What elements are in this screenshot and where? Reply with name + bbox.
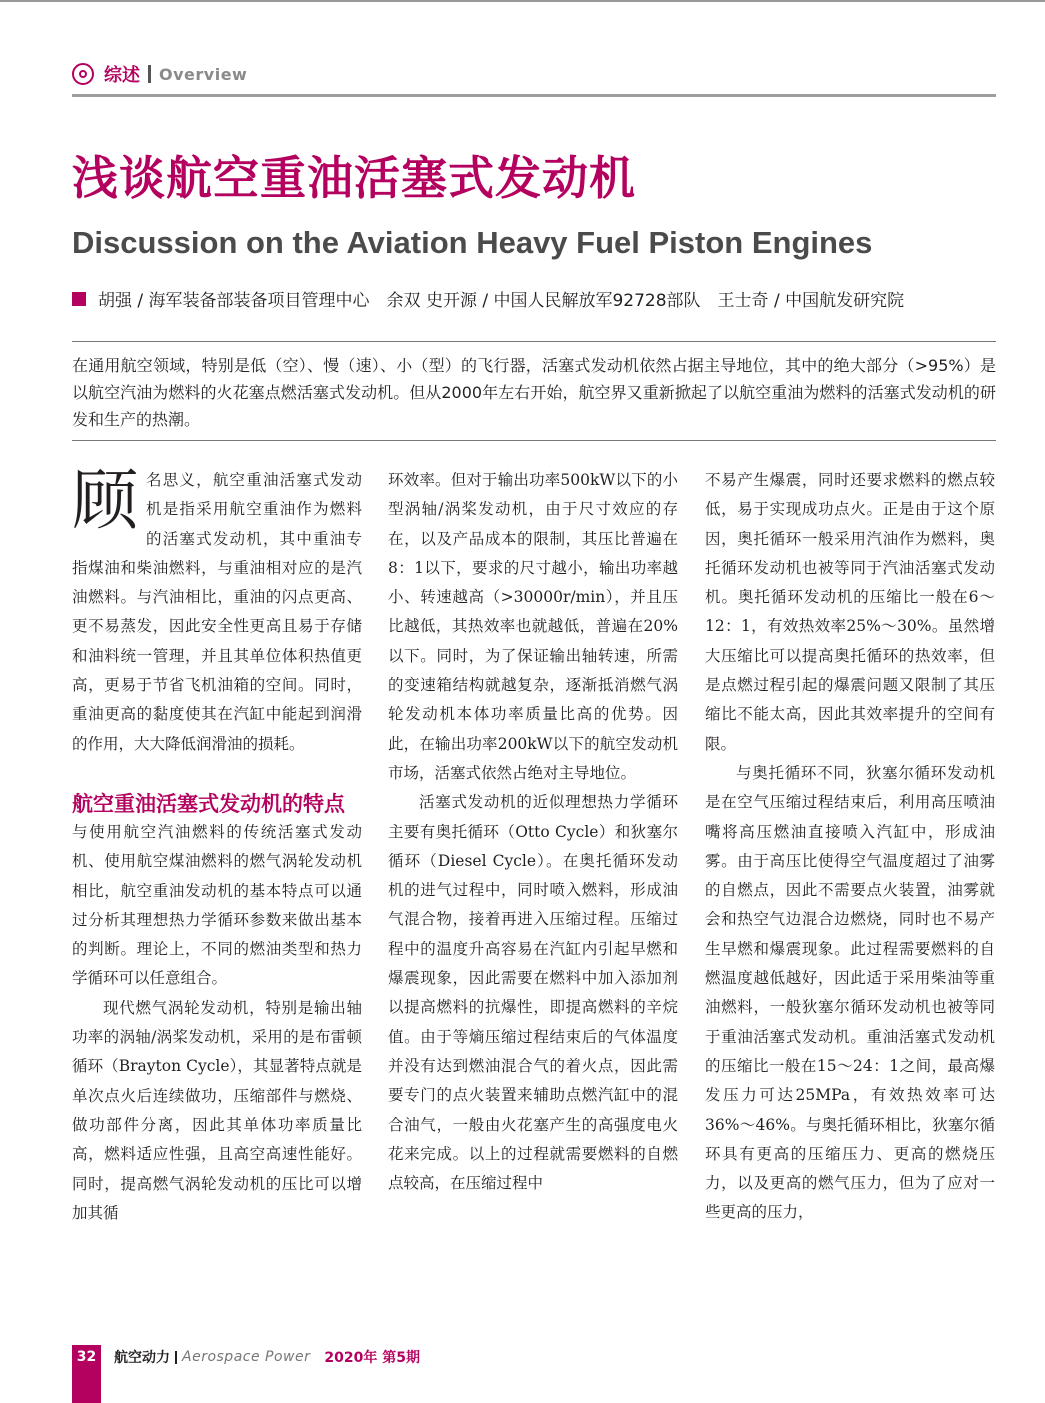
author-list: 胡强 / 海军装备部装备项目管理中心 余双 史开源 / 中国人民解放军92728部队 王士奇 / 中国航发研究院 (98, 291, 905, 311)
section-header (72, 60, 247, 88)
page-number: 32 (76, 1349, 97, 1365)
article-title-cn: 浅谈航空重油活塞式发动机 (72, 151, 636, 205)
article-title-en: Discussion on the Aviation Heavy Fuel Piston Engines (72, 225, 873, 260)
header-rule (72, 94, 996, 97)
footer-divider (175, 1351, 177, 1364)
paragraph-text: 名思义，航空重油活塞式发动机是指采用航空重油作为燃料的活塞式发动机，其中重油专指煤油和柴油燃料，与重油相对应的是汽油燃料。与汽油相比，重油的闪点更高、更不易蒸发，因此安全性更高且易于存储和油料统一管理，并且其单位体积热值更高，更易于节省飞机油箱的空间。同时，重油更高的黏度使其在汽缸中能起到润滑的作用，大大降低润滑油的损耗。 (72, 471, 362, 753)
paragraph: 活塞式发动机的近似理想热力学循环主要有奥托循环（Otto Cycle）和狄塞尔循环（Diesel Cycle）。在奥托循环发动机的进气过程中，同时喷入燃料，形成油气混合物，接着再进入压缩过程。压缩过程中的温度升高容易在汽缸内引起早燃和爆震现象，因此需要在燃料中加入添加剂以提高燃料的抗爆性，即提高燃料的辛烷值。由于等熵压缩过程结束后的气体温度并没有达到燃油混合气的着火点，因此需要专门的点火装置来辅助点燃汽缸中的混合油气，一般由火花塞产生的高强度电火花来完成。以上的过程就需要燃料的自燃点较高，在压缩过程中 (388, 793, 678, 1193)
author-line (72, 286, 904, 311)
footer (114, 1347, 420, 1367)
body-column-2 (388, 466, 678, 1198)
magazine-name-cn: 航空动力 (114, 1350, 170, 1366)
abstract-rule-bottom (72, 440, 996, 441)
author-bullet-icon (72, 292, 86, 306)
paragraph: 环效率。但对于输出功率500kW以下的小型涡轴/涡桨发动机，由于尺寸效应的存在，以及产品成本的限制，其压比普遍在8：1以下，要求的尺寸越小，输出功率越小、转速越高（>30000r/min），并且压比越低，其热效率也就越低，普遍在20%以下。同时，为了保证输出轴转速，所需的变速箱结构就越复杂，逐渐抵消燃气涡轮发动机本体功率质量比高的优势。因此，在输出功率200kW以下的航空发动机市场，活塞式依然占绝对主导地位。 (388, 471, 678, 782)
paragraph (72, 462, 362, 759)
journal-logo-icon (72, 63, 94, 85)
paragraph: 与奥托循环不同，狄塞尔循环发动机是在空气压缩过程结束后，利用高压喷油嘴将高压燃油直接喷入汽缸中，形成油雾。由于高压比使得空气温度超过了油雾的自燃点，因此不需要点火装置，油雾就会和热空气边混合边燃烧，同时也不易产生早燃和爆震现象。此过程需要燃料的自燃温度越低越好，因此适于采用柴油等重油燃料，一般狄塞尔循环发动机也被等同于重油活塞式发动机。重油活塞式发动机的压缩比一般在15～24：1之间，最高爆发压力可达25MPa，有效热效率可达36%～46%。与奥托循环相比，狄塞尔循环具有更高的压缩压力、更高的燃烧压力，以及更高的燃气压力，但为了应对一些更高的压力， (705, 763, 995, 1222)
magazine-name-en: Aerospace Power (182, 1349, 311, 1365)
top-border (0, 0, 1045, 2)
drop-cap: 顾 (72, 462, 138, 539)
paragraph: 不易产生爆震，同时还要求燃料的燃点较低，易于实现成功点火。正是由于这个原因，奥托循环一般采用汽油作为燃料，奥托循环发动机也被等同于汽油活塞式发动机。奥托循环发动机的压缩比一般在6～12：1，有效热效率25%～30%。虽然增大压缩比可以提高奥托循环的热效率，但是点燃过程引起的爆震问题又限制了其压缩比不能太高，因此其效率提升的空间有限。 (705, 471, 995, 753)
body-column-3 (705, 466, 995, 1228)
paragraph: 现代燃气涡轮发动机，特别是输出轴功率的涡轴/涡桨发动机，采用的是布雷顿循环（Brayton Cycle），其显著特点就是单次点火后连续做功，压缩部件与燃烧、做功部件分离，因此其单体功率质量比高，燃料适应性强，且高空高速性能好。同时，提高燃气涡轮发动机的压比可以增加其循 (72, 998, 362, 1222)
abstract: 在通用航空领域，特别是低（空）、慢（速）、小（型）的飞行器，活塞式发动机依然占据主导地位，其中的绝大部分（>95%）是以航空汽油为燃料的火花塞点燃活塞式发动机。但从2000年左右开始，航空界又重新掀起了以航空重油为燃料的活塞式发动机的研发和生产的热潮。 (72, 356, 996, 429)
header-divider (148, 65, 151, 83)
section-heading: 航空重油活塞式发动机的特点 (72, 791, 345, 816)
issue-label: 2020年 第5期 (324, 1350, 420, 1366)
paragraph: 与使用航空汽油燃料的传统活塞式发动机、使用航空煤油燃料的燃气涡轮发动机相比，航空重油发动机的基本特点可以通过分析其理想热力学循环参数来做出基本的判断。理论上，不同的燃油类型和热力学循环可以任意组合。 (72, 822, 362, 988)
body-column-1 (72, 462, 362, 1228)
section-label-en: Overview (159, 64, 248, 84)
abstract-rule-top (72, 341, 996, 342)
section-label-cn: 综述 (104, 65, 140, 86)
